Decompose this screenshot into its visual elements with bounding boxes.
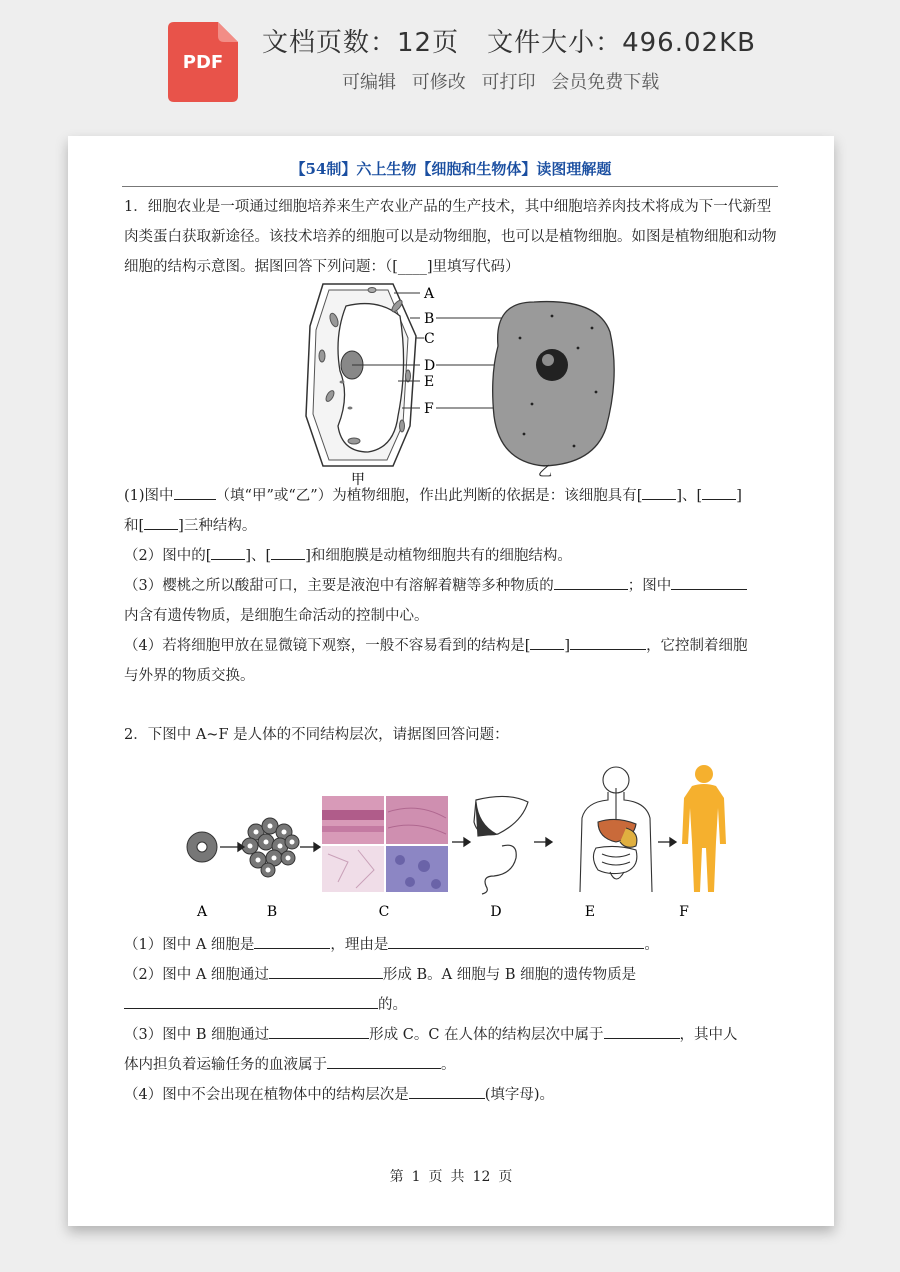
q1-sub4: （4）若将细胞甲放在显微镜下观察，一般不容易看到的结构是[ ] ，它控制着细胞 与外界的物质交换。: [124, 631, 780, 691]
plant-cell-figure: [306, 284, 416, 466]
file-size: 文件大小：496.02KB: [487, 28, 756, 58]
title-divider: [122, 186, 778, 187]
feature-member-download: 会员免费下载: [551, 72, 660, 93]
feature-printable: 可打印: [481, 72, 536, 93]
page-count: 文档页数：12页: [262, 28, 460, 58]
q2-sub1: （1）图中 A 细胞是 ，理由是 。: [124, 930, 780, 960]
level-label-E: E: [584, 904, 596, 920]
body-levels-diagram: [178, 762, 738, 922]
level-d-organs: [474, 796, 528, 894]
document-page: [68, 136, 834, 1226]
level-label-F: F: [679, 904, 689, 920]
q1-sub3: （3）樱桃之所以酸甜可口，主要是液泡中有溶解着糖等多种物质的 ；图中 内含有遗传物质，是细胞生命活动的控制中心。: [124, 571, 780, 631]
level-label-B: B: [266, 904, 278, 920]
doc-title: 【54制】六上生物【细胞和生物体】读图理解题: [290, 160, 612, 178]
cell-diagram: [298, 276, 618, 486]
level-a-cell: [187, 832, 217, 862]
q1-sub2: （2）图中的[ ]、[ ]和细胞膜是动植物细胞共有的细胞结构。: [124, 541, 780, 571]
level-label-C: C: [378, 904, 390, 920]
label-C: C: [424, 331, 435, 347]
q2-sub4: （4）图中不会出现在植物体中的结构层次是 (填字母)。: [124, 1080, 780, 1110]
feature-modifiable: 可修改: [411, 72, 466, 93]
q1-sub1: (1)图中 （填“甲”或“乙”）为植物细胞，作出此判断的依据是：该细胞具有[ ]、[ ] 和[ ]三种结构。: [124, 481, 780, 541]
pdf-badge: PDF: [182, 52, 224, 73]
page-footer: 第 1 页 共 12 页: [389, 1169, 513, 1185]
label-B: B: [424, 311, 435, 327]
q2-sub3: （3）图中 B 细胞通过 形成 C。C 在人体的结构层次中属于 ，其中人 体内担负着运输任务的血液属于 。: [124, 1020, 780, 1080]
cell-name-jia: 甲: [351, 472, 365, 486]
level-label-A: A: [196, 904, 208, 920]
label-D: D: [424, 358, 436, 374]
feature-list: [342, 68, 669, 94]
cell-name-yi: 乙: [538, 464, 552, 480]
label-A: A: [424, 286, 435, 302]
feature-editable: 可编辑: [342, 72, 396, 93]
q2-intro: 2．下图中 A~F 是人体的不同结构层次，请据图回答问题：: [124, 727, 509, 743]
level-f-body: [682, 765, 726, 892]
download-header: [0, 0, 900, 130]
file-info: [262, 22, 784, 59]
q2-sub2: （2）图中 A 细胞通过 形成 B。A 细胞与 B 细胞的遗传物质是 的。: [124, 960, 780, 1020]
level-label-D: D: [490, 904, 502, 920]
label-E: E: [424, 374, 435, 390]
level-c-tissues: [322, 796, 448, 892]
q1-intro: 1．细胞农业是一项通过细胞培养来生产农业产品的生产技术，其中细胞培养肉技术将成为下一代新型肉类蛋白获取新途径。该技术培养的细胞可以是动物细胞，也可以是植物细胞。如图是植物细胞和动物细胞的结构示意图。据图回答下列问题：（[____]里填写代码）: [124, 199, 777, 275]
label-F: F: [424, 401, 434, 417]
level-e-system: [580, 767, 652, 892]
animal-cell-figure: [493, 302, 614, 466]
